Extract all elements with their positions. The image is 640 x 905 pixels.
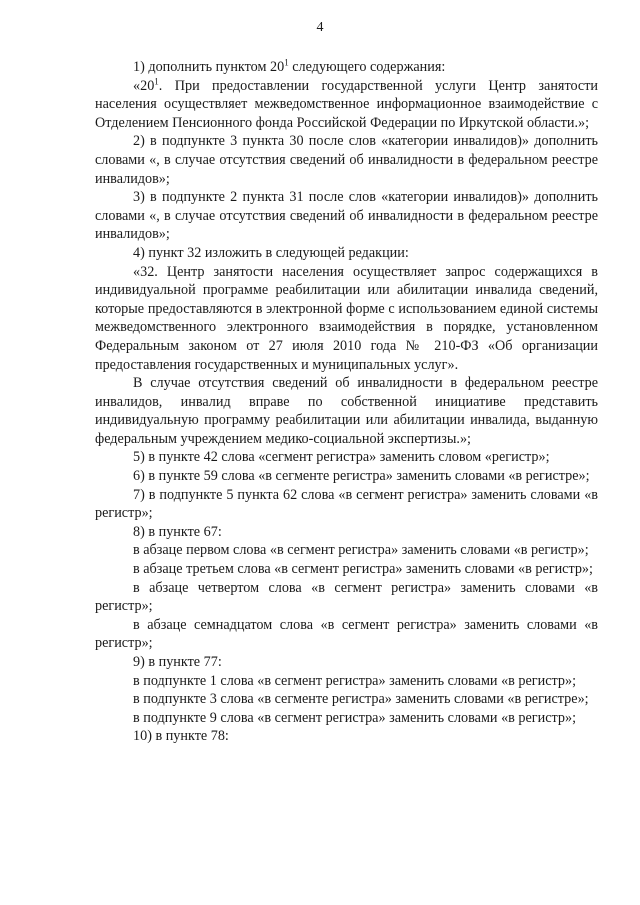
- paragraph-text: 1) дополнить пунктом 20: [133, 59, 285, 75]
- paragraph-text: «20: [133, 77, 155, 94]
- paragraph-item-32-continuation: В случае отсутствия сведений об инвалидности в федеральном реестре инвалидов, инвалид вправе по собственной инициативе представить индивидуальную программу реабилитации или абилитации инвалида, выданную федеральным учреждением медико-социальной экспертизы.»;: [95, 375, 598, 447]
- superscript: 1: [154, 75, 159, 86]
- paragraph-amendment-3: 3) в подпункте 2 пункта 31 после слов «категории инвалидов)» дополнить словами «, в случае отсутствия сведений об инвалидности в федеральном реестре инвалидов»;: [95, 189, 598, 243]
- paragraph-amendment-10: 10) в пункте 78:: [133, 728, 229, 745]
- page-number: 4: [316, 20, 324, 35]
- superscript: 1: [284, 57, 289, 68]
- paragraph-new-item-20-1: [95, 77, 598, 133]
- paragraph-sub-abzac-1: в абзаце первом слова «в сегмент регистра» заменить словами «в регистр»;: [133, 542, 589, 559]
- paragraph-sub-point-9: в подпункте 9 слова «в сегмент регистра» заменить словами «в регистр»;: [133, 709, 577, 726]
- paragraph-amendment-5: 5) в пункте 42 слова «сегмент регистра» заменить словом «регистр»;: [133, 449, 550, 466]
- paragraph-sub-abzac-17: в абзаце семнадцатом слова «в сегмент регистра» заменить словами «в регистр»;: [95, 616, 598, 652]
- paragraph-text: . При предоставлении государственной услуги Центр занятости населения осуществляет межведомственное информационное взаимодействие с Отделением Пенсионного фонда Российской Федерации по Иркутской области.»;: [95, 77, 598, 131]
- paragraph-amendment-1: [95, 58, 598, 77]
- paragraph-sub-abzac-4: в абзаце четвертом слова «в сегмент регистра» заменить словами «в регистр»;: [95, 579, 598, 615]
- paragraph-sub-point-1: в подпункте 1 слова «в сегмент регистра» заменить словами «в регистр»;: [133, 672, 577, 689]
- paragraph-amendment-4: 4) пункт 32 изложить в следующей редакции:: [133, 244, 409, 261]
- paragraph-amendment-9: 9) в пункте 77:: [133, 654, 222, 670]
- paragraph-amendment-2: 2) в подпункте 3 пункта 30 после слов «категории инвалидов)» дополнить словами «, в случае отсутствия сведений об инвалидности в федеральном реестре инвалидов»;: [95, 133, 598, 187]
- paragraph-text: следующего содержания:: [288, 59, 446, 75]
- paragraph-sub-point-3: в подпункте 3 слова «в сегменте регистра» заменить словами «в регистре»;: [133, 691, 589, 708]
- paragraph-amendment-6: 6) в пункте 59 слова «в сегменте регистра» заменить словами «в регистре»;: [133, 468, 590, 485]
- paragraph-amendment-8: 8) в пункте 67:: [133, 523, 222, 540]
- paragraph-amendment-7: 7) в подпункте 5 пункта 62 слова «в сегмент регистра» заменить словами «в регистр»;: [95, 486, 598, 522]
- document-body: [95, 58, 598, 746]
- paragraph-new-item-32: «32. Центр занятости населения осуществляет запрос содержащихся в индивидуальной программе реабилитации или абилитации инвалида сведений, которые предоставляются в электронной форме с использованием единой системы межведомственного электронного взаимодействия в порядке, установленном Федеральным законом от 27 июля 2010 года № 210-ФЗ «Об организации предоставления государственных и муниципальных услуг».: [95, 263, 598, 373]
- paragraph-sub-abzac-3: в абзаце третьем слова «в сегмент регистра» заменить словами «в регистр»;: [133, 561, 593, 578]
